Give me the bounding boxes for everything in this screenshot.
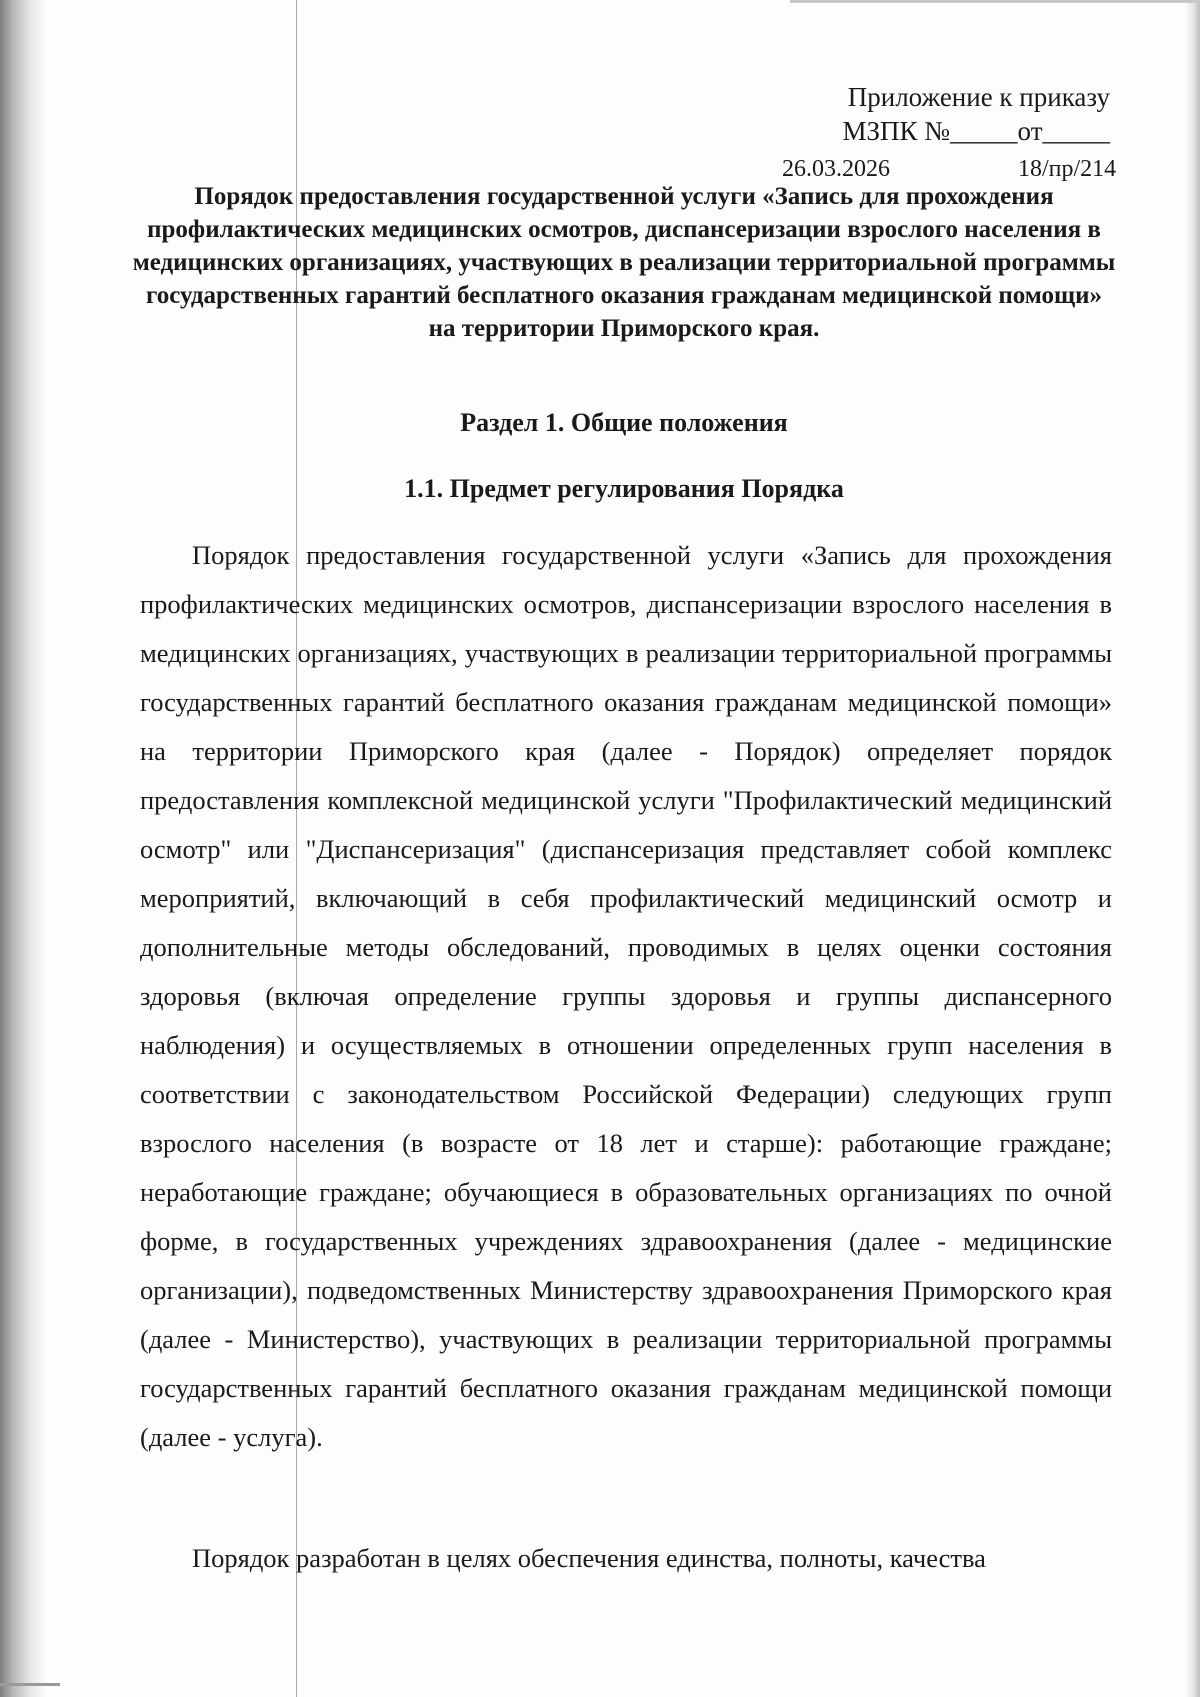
body-paragraph: Порядок предоставления государственной услуги «Запись для прохождения профилактических медицинских осмотров, диспансеризации взрослого населения в медицинских организациях, участвующих в реализации территориальной программы государственных гарантий бесплатного оказания гражданам медицинской помощи» на территории Приморского края (далее - Порядок) определяет порядок предоставления комплексной медицинской услуги "Профилактический медицинский осмотр" или "Диспансеризация" (диспансеризация представляет собой комплекс мероприятий, включающий в себя профилактический медицинский осмотр и дополнительные методы обследований, проводимых в целях оценки состояния здоровья (включая определение группы здоровья и группы диспансерного наблюдения) и осуществляемых в отношении определенных групп населения в соответствии с законодательством Российской Федерации) следующих групп взрослого населения (в возрасте от 18 лет и старше): работающие граждане; неработающие граждане; обучающиеся в образовательных организациях по очной форме, в государственных учреждениях здравоохранения (далее - медицинские организации), подведомственных Министерству здравоохранения Приморского края (далее - Министерство), участвующих в реализации территориальной программы государственных гарантий бесплатного оказания гражданам медицинской помощи (далее - услуга). (140, 540, 1112, 1452)
scan-right-edge-shadow (1186, 0, 1200, 1697)
document-title: Порядок предоставления государственной услуги «Запись для прохождения профилактических медицинских осмотров, диспансеризации взрослого населения в медицинских организациях, участвующих в реализации территориальной программы государственных гарантий бесплатного оказания гражданам медицинской помощи» на территории Приморского края. (132, 183, 1116, 342)
subsection-heading: 1.1. Предмет регулирования Порядка (404, 474, 844, 503)
scan-top-edge-line (790, 0, 1200, 3)
appendix-line-2: МЗПК №_____от_____ (842, 116, 1110, 146)
order-number: 18/пр/214 (1018, 156, 1117, 182)
body-paragraph: Порядок разработан в целях обеспечения единства, полноты, качества (192, 1543, 986, 1573)
section-heading: Раздел 1. Общие положения (460, 408, 788, 437)
appendix-line-1: Приложение к приказу (847, 82, 1110, 112)
scan-bottom-edge-mark (0, 1683, 60, 1686)
order-date: 26.03.2026 (782, 156, 890, 182)
appendix-header (760, 80, 1110, 148)
scan-left-edge-shadow (0, 0, 46, 1697)
